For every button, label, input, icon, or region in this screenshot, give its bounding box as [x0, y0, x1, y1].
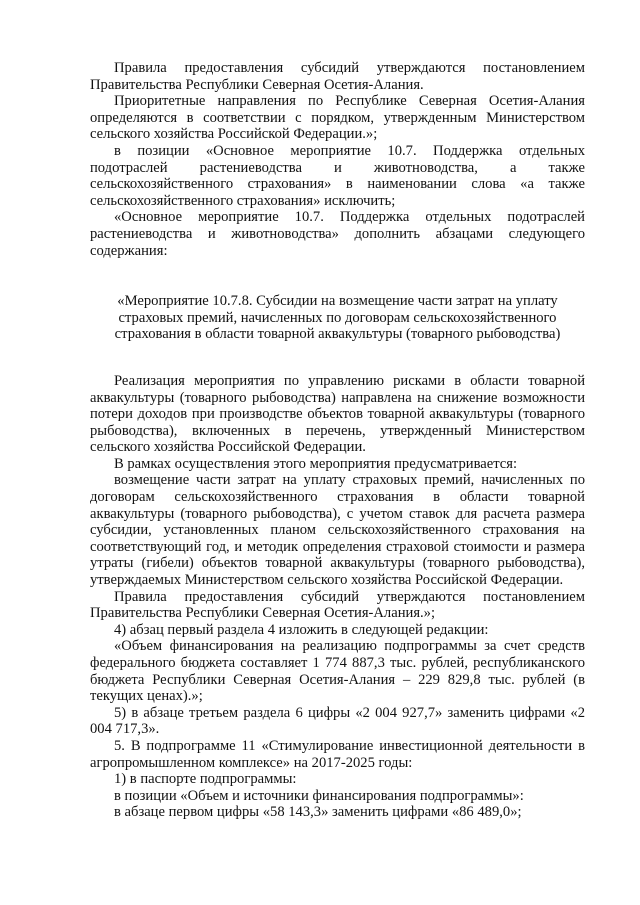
paragraph: «Объем финансирования на реализацию подпрограммы за счет средств федерального бюджета составляет 1 774 887,3 тыс. рублей, республиканского бюджета Республики Северная Осетия-Алания – 229 829,8 тыс. рублей (в текущих ценах).»;: [90, 638, 585, 705]
paragraph: Правила предоставления субсидий утверждаются постановлением Правительства Республики Северная Осетия-Алания.»;: [90, 588, 585, 622]
paragraph: В рамках осуществления этого мероприятия предусматривается:: [114, 455, 518, 472]
paragraph: Реализация мероприятия по управлению рисками в области товарной аквакультуры (товарного рыбоводства) направлена на снижение возможности потери доходов при производстве объектов товарной аквакультуры (товарного рыбоводства), включенных в перечень, утвержденный Министерством сельского хозяйства Российской Федерации.: [90, 372, 585, 456]
paragraph: Приоритетные направления по Республике Северная Осетия-Алания определяются в соответствии с порядком, утвержденным Министерством сельского хозяйства Российской Федерации.»;: [90, 93, 585, 143]
paragraph: 5. В подпрограмме 11 «Стимулирование инвестиционной деятельности в агропромышленном комплексе» на 2017-2025 годы:: [90, 737, 585, 771]
paragraph: Правила предоставления субсидий утверждаются постановлением Правительства Республики Северная Осетия-Алания.: [90, 60, 585, 93]
paragraph: 5) в абзаце третьем раздела 6 цифры «2 004 927,7» заменить цифрами «2 004 717,3».: [90, 704, 585, 738]
paragraph: 1) в паспорте подпрограммы:: [114, 771, 297, 788]
document-page: [90, 60, 585, 821]
paragraph: в абзаце первом цифры «58 143,3» заменить цифрами «86 489,0»;: [114, 804, 522, 821]
paragraph: в позиции «Объем и источники финансирования подпрограммы»:: [114, 787, 524, 804]
paragraph: возмещение части затрат на уплату страховых премий, начисленных по договорам сельскохозяйственного страхования в области товарной аквакультуры (товарного рыбоводства), с учетом ставок для расчета размера субсидии, установленных планом сельскохозяйственного страхования на соответствующий год, и методик определения страховой стоимости и размера утраты (гибели) объектов товарной аквакультуры (товарного рыбоводства), утверждаемых Министерством сельского хозяйства Российской Федерации.: [90, 472, 585, 589]
paragraph: в позиции «Основное мероприятие 10.7. Поддержка отдельных подотраслей растениеводства и животноводства, а также сельскохозяйственного страхования» в наименовании слова «а также сельскохозяйственного страхования» исключить;: [90, 142, 585, 209]
section-heading: «Мероприятие 10.7.8. Субсидии на возмещение части затрат на уплату страховых премий, начисленных по договорам сельскохозяйственного страхования в области товарной аквакультуры (товарного рыбоводства): [114, 293, 561, 343]
paragraph: «Основное мероприятие 10.7. Поддержка отдельных подотраслей растениеводства и животноводства» дополнить абзацами следующего содержания:: [90, 209, 585, 259]
paragraph: 4) абзац первый раздела 4 изложить в следующей редакции:: [114, 621, 489, 638]
section-heading-block: [90, 293, 585, 343]
